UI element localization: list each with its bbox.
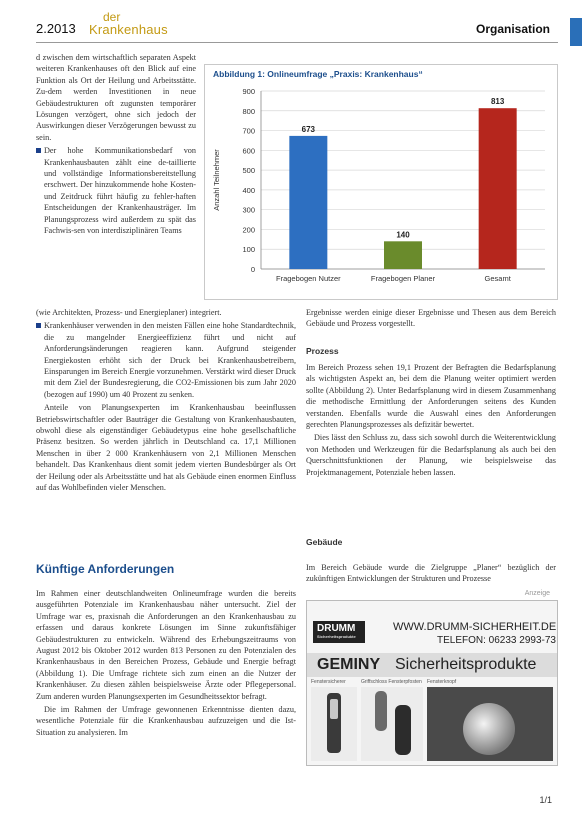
ad-phone: TELEFON: 06233 2993-73 [437, 635, 556, 646]
ad-brand-band [307, 653, 557, 677]
paragraph: Ergebnisse werden einige dieser Ergebnisse und Thesen aus dem Bereich Gebäude und Prozess vorgestellt. [306, 308, 556, 329]
ad-brand-name: GEMINY [317, 656, 381, 673]
y-tick-label: 500 [242, 166, 255, 176]
data-label: 813 [490, 97, 505, 107]
x-tick-label: Gesamt [484, 274, 511, 283]
window-lock-photo [311, 687, 357, 761]
y-tick-label: 600 [242, 146, 255, 156]
ad-label: Anzeige [524, 590, 550, 597]
bar [289, 136, 327, 269]
paragraph: Anteile von Planungsexperten im Krankenhausbau beeinflussen Betriebswirtschaftler oder Bauträger die Gestaltung von Krankenhausbauten, obwohl diese als eigenständiger Gebäudetypus eine hohe gesellschaftliche Präsenz besitzen. So werden jährlich in Deutschland ca. 17,1 Millionen Menschen in über 2 000 Krankenhäusern von 2,1 Millionen Menschen behandelt. Das Krankenhaus dient somit jedem vierten Bundesbürger als Ort der Heilung oder als Arbeitsstätte und hat als Gebäude einen enormen Einfluss auf das Wohlbefinden vieler Menschen. [36, 403, 296, 493]
data-label: 140 [396, 230, 410, 240]
advertisement[interactable] [306, 600, 558, 766]
handle-lock-photo [361, 687, 423, 761]
paragraph: Dies lässt den Schluss zu, dass sich sowohl durch die Weiterentwicklung von Methoden und Werkzeugen für die Bedarfsplanung als auch bei den Querschnittsfunktionen der Planung, wie beispielsweise das Projektmanagement, Potenziale heben lassen. [306, 433, 556, 477]
ad-logo-text: DRUMM [317, 623, 356, 634]
logo-prefix: der [103, 10, 121, 24]
heading-gebaude: Gebäude [306, 537, 343, 547]
x-tick-label: Fragebogen Planer [370, 274, 436, 283]
y-tick-label: 100 [242, 245, 255, 255]
ad-url-link[interactable]: WWW.DRUMM-SICHERHEIT.DE [393, 621, 557, 633]
y-tick-label: 400 [242, 185, 255, 195]
section-title: Organisation [475, 22, 550, 36]
ad-logo-subtext: Sicherheitsprodukte [317, 634, 356, 639]
column-left-top [36, 52, 196, 239]
y-axis-title: Anzahl Teilnehmer [212, 149, 221, 211]
paragraph: Die im Rahmen der Umfrage gewonnenen Erkenntnisse dienten dazu, wesentliche Potenziale für die Krankenhausbau aufzuzeigen und die Ist-Situation zu analysieren. Im [36, 705, 296, 737]
column-right [306, 307, 556, 332]
section-heading: Künftige Anforderungen [36, 562, 175, 576]
paragraph: Im Rahmen einer deutschlandweiten Onlineumfrage wurden die bereits ausgeführten Potenziale im Krankenhausbau näher untersucht. Ziel der Umfrage war es, praxisnah die Anforderungen an den Krankenhausbau zu erfassen und daraus konkrete Lösungen im Sinne zukunftsfähiger Gebäudestrukturen zu entwickeln. Während des Erhebungszeitraums von August 2012 bis Oktober 2012 wurden 813 Personen zu den Potenzialen des Krankenhausbaus in den Bereichen Prozess, Gebäude und Energie befragt (Abbildung 1). Die Umfrage richtete sich zum einen an die Nutzer der Krankenhäuser. Zu diesen zählen beispielsweise Ärzte oder Pflegepersonal. Zum anderen wurden Planungsexperten im Gesundheitssektor befragt. [36, 589, 296, 701]
bullet-item: Krankenhäuser verwenden in den meisten Fällen eine hohe Standardtechnik, die zu mangelnder Energieeffizienz führt und nicht auf Anforderungsänderungen reagieren kann. Aufgrund steigender Energiekosten erhöht sich der Druck bei Krankenhausbetreibern, Einsparungen im Bereich Energie vorzunehmen. Verstärkt wird dieser Druck mit dem Ziel der Bundesregierung, die CO2-Emissionen bis zum Jahr 2020 (bezogen auf 1990) um 40 Prozent zu senken. [36, 320, 296, 400]
column-right-gebaude [306, 562, 556, 587]
data-label: 673 [301, 124, 316, 134]
ad-logo [313, 621, 365, 643]
y-tick-label: 800 [242, 106, 255, 116]
magazine-logo: Krankenhaus [89, 22, 168, 37]
x-tick-label: Fragebogen Nutzer [276, 274, 341, 283]
section-tab [570, 18, 582, 46]
bar-chart [205, 81, 557, 297]
ad-caption: Fensterknopf [427, 679, 457, 685]
paragraph: Im Bereich Gebäude wurde die Zielgruppe „Planer“ bezüglich der zukünftigen Entwicklungen der Strukturen und Prozesse [306, 563, 556, 584]
column-left-middle [36, 307, 296, 496]
ad-caption: Griffschloss Fensterpfosten [361, 679, 422, 685]
bar [479, 108, 517, 269]
paragraph: (wie Architekten, Prozess- und Energieplaner) integriert. [36, 308, 222, 317]
y-tick-label: 200 [242, 225, 255, 235]
page-number: 1/1 [539, 795, 552, 805]
window-knob-photo [427, 687, 553, 761]
bullet-item: Der hohe Kommunikationsbedarf von Krankenhausbauten zählt eine de-taillierte und vollständige Informationsbereitstellung erschwert. Der hinzukommende hohe Kosten- und Zeitdruck führt häufig zu fehler-haften Entscheidungen der Krankenhausträger. Im Planungsprozess wird außerdem zu spät das Fachwis-sen von interdisziplinären Teams [36, 145, 196, 236]
column-right-prozess [306, 362, 556, 480]
figure-chart [204, 64, 558, 300]
issue-date: 2.2013 [36, 21, 76, 36]
y-tick-label: 0 [250, 265, 255, 274]
column-left-bottom [36, 588, 296, 740]
bar [384, 241, 422, 269]
paragraph: d zwischen dem wirtschaftlich separaten Aspekt weiteren Krankenhauses oft den Blick auf eine Funktion als Ort der Heilung und Arbeitsstätte. Zu-dem werden Investitionen in neue Gebäudestrukturen oft zugunsten temporärer Lösungen verzögert, ohne sich jedoch der Auswirkungen dieser Verzögerungen bewusst zu sein. [36, 53, 196, 142]
y-tick-label: 700 [242, 126, 255, 136]
header-divider [36, 42, 558, 43]
ad-brand-suffix: Sicherheitsprodukte [395, 656, 537, 673]
chart-title: Abbildung 1: Onlineumfrage „Praxis: Krankenhaus“ [213, 69, 423, 79]
paragraph: Im Bereich Prozess sehen 19,1 Prozent der Befragten die Bedarfsplanung als wichtigsten Aspekt an, bei dem die Planung weiter optimiert werden sollte (Abbildung 2). Unter Bedarfsplanung wird in diesem Zusammenhang die methodische Ermittlung der Anforderungen seitens des Kunden verstanden. Ebenfalls wurde die Auswahl eines den Anforderungen gerechten Planungsprozesses als defizitär bewertet. [306, 363, 556, 430]
ad-caption: Fenstersicherer [311, 679, 346, 685]
heading-prozess: Prozess [306, 346, 339, 356]
y-tick-label: 300 [242, 205, 255, 215]
y-tick-label: 900 [242, 87, 255, 96]
